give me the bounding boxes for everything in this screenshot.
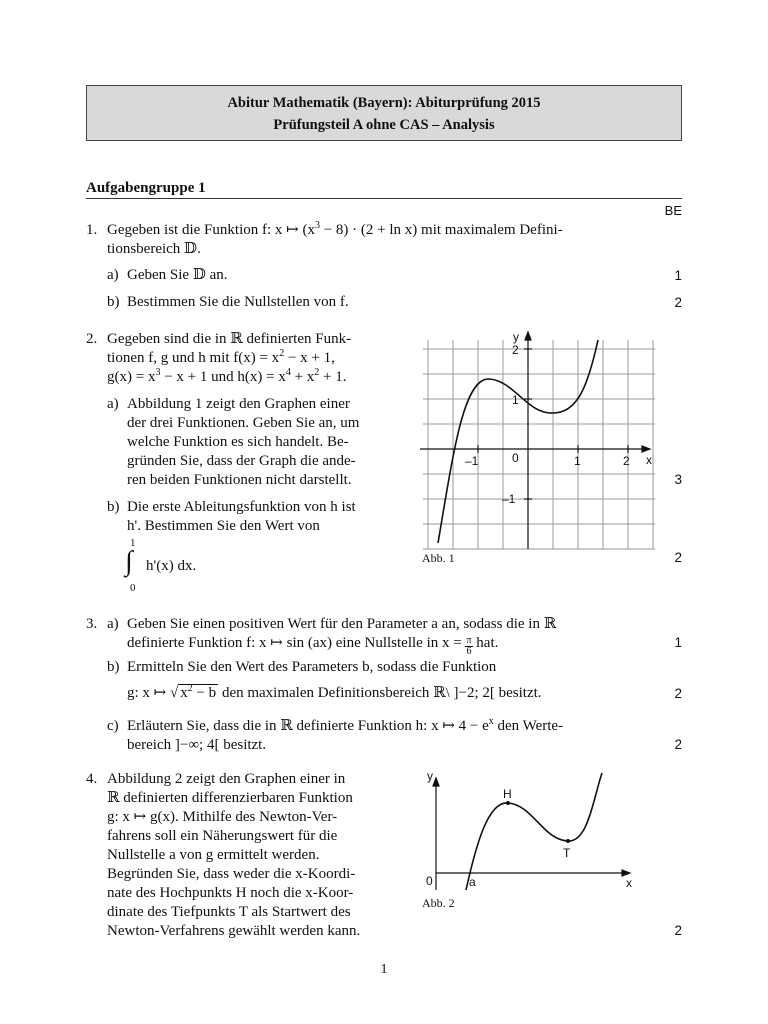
y-tick-label: –1 bbox=[502, 492, 516, 506]
task4-points: 2 bbox=[674, 923, 682, 938]
task2-a-line: ren beiden Funktionen nicht darstellt. bbox=[127, 472, 352, 488]
task2-a-line: welche Funktion es sich handelt. Be- bbox=[127, 434, 349, 450]
task4-number: 4. bbox=[86, 771, 98, 787]
task2-b-line: h'. Bestimmen Sie den Wert von bbox=[127, 518, 320, 534]
task3-c-label: c) bbox=[107, 718, 119, 734]
task4-line: nate des Hochpunkts H noch die x-Koor- bbox=[107, 885, 354, 901]
task3-b-points: 2 bbox=[674, 686, 682, 701]
task3-c-line2: bereich ]−∞; 4[ besitzt. bbox=[127, 737, 267, 753]
low-point-label: T bbox=[563, 846, 571, 860]
task2-line3: $g(x) = x^3 - x + 1$ und $h(x) = x^4 + x^2 + 1$. bbox=[107, 367, 347, 385]
header-title: Abitur Mathematik (Bayern): Abiturprüfung 2015 bbox=[227, 95, 541, 111]
task2-line1: Gegeben sind die in ℝ definierten Funk- bbox=[107, 331, 352, 347]
header-subtitle: Prüfungsteil A ohne CAS – Analysis bbox=[273, 117, 495, 133]
task4-line: fahrens soll ein Näherungswert für die bbox=[107, 828, 338, 844]
task2-b-label: b) bbox=[107, 499, 120, 515]
task2-a-label: a) bbox=[107, 396, 119, 412]
fraction-pi-6: $\frac{\pi}{6}$ bbox=[466, 635, 472, 657]
task1-b-points: 2 bbox=[674, 295, 682, 310]
task2-a-line: der drei Funktionen. Geben Sie an, um bbox=[127, 415, 360, 431]
task1-b-label: b) bbox=[107, 294, 120, 310]
points-header: BE bbox=[664, 203, 682, 218]
task1-number: 1. bbox=[86, 222, 98, 238]
x-tick-label: 2 bbox=[623, 454, 630, 468]
y-tick-label: 2 bbox=[512, 343, 519, 357]
figure1-caption: Abb. 1 bbox=[422, 551, 455, 565]
task4-line: Nullstelle a von g ermittelt werden. bbox=[107, 847, 320, 863]
task1-intro-line2: tionsbereich 𝔻. bbox=[107, 241, 201, 257]
integral-body: h'(x) dx. bbox=[146, 558, 197, 574]
task4-line: g: x ↦ g(x). Mithilfe des Newton-Ver- bbox=[107, 809, 338, 825]
y-axis-label: y bbox=[513, 330, 519, 344]
task1-a-text: Geben Sie 𝔻 an. bbox=[127, 267, 228, 283]
x-axis-label: x bbox=[646, 453, 652, 467]
task3-b-line1: Ermitteln Sie den Wert des Parameters b, sodass die Funktion bbox=[127, 659, 497, 675]
curve bbox=[438, 340, 598, 543]
x-tick-label: –1 bbox=[465, 454, 479, 468]
y-axis-label: y bbox=[427, 769, 433, 783]
y-tick-label: 1 bbox=[512, 393, 519, 407]
task3-a-line2: definierte Funktion f: x ↦ sin (ax) eine Nullstelle in x = $\frac{\pi}{6}$ hat. bbox=[127, 635, 499, 657]
x-axis-label: x bbox=[626, 876, 632, 890]
task3-a-line1: Geben Sie einen positiven Wert für den Parameter a an, sodass die in ℝ bbox=[127, 616, 557, 632]
x-tick-label: 0 bbox=[512, 451, 519, 465]
square-root: $x^2 - b$ bbox=[180, 683, 217, 701]
task2-a-line: Abbildung 1 zeigt den Graphen einer bbox=[127, 396, 350, 412]
task2-b-line: Die erste Ableitungsfunktion von h ist bbox=[127, 499, 356, 515]
task4-line: Abbildung 2 zeigt den Graphen einer in bbox=[107, 771, 346, 787]
task1-intro-line1: Gegeben ist die Funktion f: x ↦ $(x^3 - 8) \cdot (2 + \ln x)$ mit maximalem Defini- bbox=[107, 220, 563, 238]
task2-a-line: gründen Sie, dass der Graph die ande- bbox=[127, 453, 356, 469]
task4-line: ℝ definierten differenzierbaren Funktion bbox=[107, 790, 353, 806]
low-point bbox=[566, 839, 570, 843]
task2-b-points: 2 bbox=[674, 550, 682, 565]
task3-b-line2: g: x ↦ √ $x^2 - b$ den maximalen Definitionsbereich ℝ\ ]−2; 2[ besitzt. bbox=[127, 683, 542, 701]
high-point-label: H bbox=[503, 787, 512, 801]
task3-a-label: a) bbox=[107, 616, 119, 632]
figure2-caption: Abb. 2 bbox=[422, 896, 455, 910]
root-label: a bbox=[469, 875, 476, 889]
task3-b-label: b) bbox=[107, 659, 120, 675]
task4-line: dinate des Tiefpunkts T als Startwert des bbox=[107, 904, 351, 920]
integral-lower: 0 bbox=[130, 582, 136, 594]
task3-number: 3. bbox=[86, 616, 98, 632]
task3-c-points: 2 bbox=[674, 737, 682, 752]
high-point bbox=[506, 801, 510, 805]
x-tick-label: 1 bbox=[574, 454, 581, 468]
header-box bbox=[86, 85, 682, 141]
task4-line: Begründen Sie, dass weder die x-Koordi- bbox=[107, 866, 356, 882]
task3-a-points: 1 bbox=[674, 635, 682, 650]
task1-b-text: Bestimmen Sie die Nullstellen von f. bbox=[127, 294, 349, 310]
task4-line: Newton-Verfahrens gewählt werden kann. bbox=[107, 923, 361, 939]
integral-sign: ∫ bbox=[125, 546, 133, 577]
task3-c-line1: Erläutern Sie, dass die in ℝ definierte Funktion h: x ↦ $4 - e^x$ den Werte- bbox=[127, 716, 564, 734]
figure2-graph bbox=[418, 765, 643, 895]
task2-line2: tionen f, g und h mit $f(x) = x^2 - x + 1$, bbox=[107, 348, 335, 366]
divider bbox=[86, 198, 682, 199]
group-title: Aufgabengruppe 1 bbox=[86, 180, 206, 196]
page-number: 1 bbox=[380, 962, 388, 977]
task2-number: 2. bbox=[86, 331, 98, 347]
origin-label: 0 bbox=[426, 874, 433, 888]
integral-upper: 1 bbox=[130, 537, 136, 549]
task2-a-points: 3 bbox=[674, 472, 682, 487]
task1-a-points: 1 bbox=[674, 268, 682, 283]
task1-a-label: a) bbox=[107, 267, 119, 283]
figure1-graph bbox=[418, 325, 663, 550]
